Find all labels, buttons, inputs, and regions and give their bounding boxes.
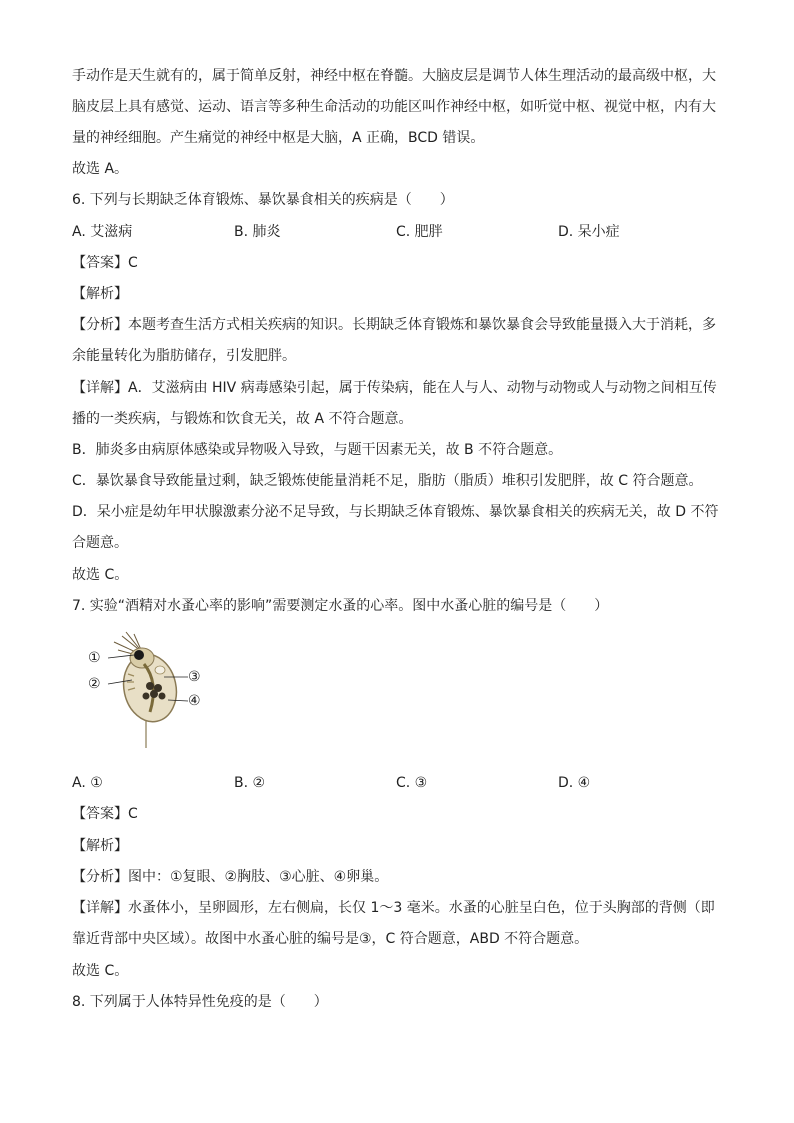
choose-a: 故选 A。 xyxy=(72,161,129,177)
q7-option-d: D. ④ xyxy=(558,775,591,791)
heart xyxy=(155,666,165,674)
q6-analysis-3: 【详解】A．艾滋病由 HIV 病毒感染引起，属于传染病，能在人与人、动物与动物或人与动物之间相互传 xyxy=(72,380,717,396)
q6-option-c: C. 肥胖 xyxy=(396,224,443,240)
q6-choose: 故选 C。 xyxy=(72,567,129,583)
intro-line-2: 脑皮层上具有感觉、运动、语言等多种生命活动的功能区叫作神经中枢，如听觉中枢、视觉中枢，内有大 xyxy=(72,99,716,115)
label-4: ④ xyxy=(188,693,201,709)
q7-analysis-title: 【解析】 xyxy=(72,838,128,854)
compound-eye xyxy=(134,650,144,660)
q6-analysis-2: 余能量转化为脂肪储存，引发肥胖。 xyxy=(72,348,296,364)
q6-analysis-8: 合题意。 xyxy=(72,535,128,551)
q6-option-d: D. 呆小症 xyxy=(558,224,620,240)
label-2: ② xyxy=(88,676,101,692)
q7-analysis-3: 靠近背部中央区域）。故图中水蚤心脏的编号是③，C 符合题意，ABD 不符合题意。 xyxy=(72,931,589,947)
q6-analysis-7: D．呆小症是幼年甲状腺激素分泌不足导致，与长期缺乏体育锻炼、暴饮暴食相关的疾病无关，故 D 不符 xyxy=(72,504,719,520)
q7-analysis-1: 【分析】图中：①复眼、②胸肢、③心脏、④卵巢。 xyxy=(72,869,389,885)
q6-analysis-1: 【分析】本题考查生活方式相关疾病的知识。长期缺乏体育锻炼和暴饮暴食会导致能量摄入大于消耗，多 xyxy=(72,317,716,333)
q7-stem: 7. 实验“酒精对水蚤心率的影响”需要测定水蚤的心率。图中水蚤心脏的编号是（ ） xyxy=(72,598,609,614)
q6-analysis-6: C．暴饮暴食导致能量过剩，缺乏锻炼使能量消耗不足，脂肪（脂质）堆积引发肥胖，故 C 符合题意。 xyxy=(72,473,703,489)
q7-choose: 故选 C。 xyxy=(72,963,129,979)
label-3: ③ xyxy=(188,669,201,685)
q6-answer: 【答案】C xyxy=(72,255,138,271)
q8-stem: 8. 下列属于人体特异性免疫的是（ ） xyxy=(72,994,328,1010)
q6-stem: 6. 下列与长期缺乏体育锻炼、暴饮暴食相关的疾病是（ ） xyxy=(72,192,454,208)
q6-option-b: B. 肺炎 xyxy=(234,224,281,240)
q6-analysis-5: B．肺炎多由病原体感染或异物吸入导致，与题干因素无关，故 B 不符合题意。 xyxy=(72,442,563,458)
intro-line-1: 手动作是天生就有的，属于简单反射，神经中枢在脊髓。大脑皮层是调节人体生理活动的最高级中枢，大 xyxy=(72,68,716,84)
daphnia-figure xyxy=(84,630,224,755)
q7-option-a: A. ① xyxy=(72,775,103,791)
q6-analysis-4: 播的一类疾病，与锻炼和饮食无关，故 A 不符合题意。 xyxy=(72,411,413,427)
q7-option-c: C. ③ xyxy=(396,775,428,791)
intro-line-3: 量的神经细胞。产生痛觉的神经中枢是大脑，A 正确，BCD 错误。 xyxy=(72,130,485,146)
q7-option-b: B. ② xyxy=(234,775,266,791)
q6-analysis-title: 【解析】 xyxy=(72,286,128,302)
daphnia-illustration xyxy=(84,630,224,755)
label-1: ① xyxy=(88,650,101,666)
q7-analysis-2: 【详解】水蚤体小，呈卵圆形，左右侧扁，长仅 1～3 毫米。水蚤的心脏呈白色，位于头胸部的背侧（即 xyxy=(72,900,715,916)
q7-answer: 【答案】C xyxy=(72,806,138,822)
q6-option-a: A. 艾滋病 xyxy=(72,224,133,240)
